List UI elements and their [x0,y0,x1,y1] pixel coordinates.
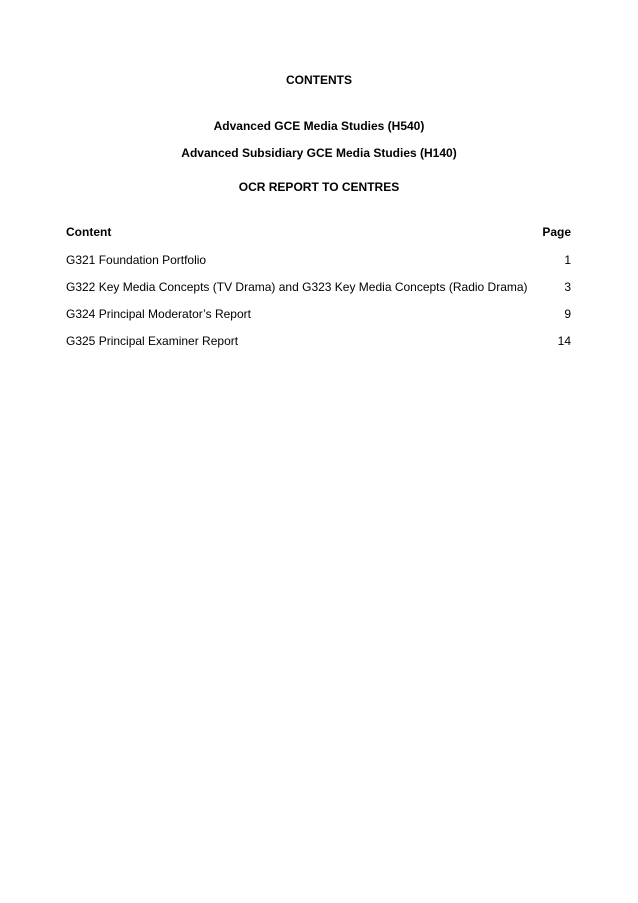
qualification-title-advanced-subsidiary: Advanced Subsidiary GCE Media Studies (H140) [181,146,457,160]
toc-row [66,280,571,294]
toc-row [66,253,571,267]
toc-header-row [66,225,571,239]
toc-header-page: Page [542,225,571,239]
contents-heading: CONTENTS [286,73,352,87]
report-heading: OCR REPORT TO CENTRES [238,180,400,194]
qualification-title-advanced: Advanced GCE Media Studies (H540) [213,119,425,133]
toc-header-content: Content [66,225,112,239]
toc-entry-title: G324 Principal Moderator’s Report [66,307,251,321]
toc-row [66,334,571,348]
toc-entry-page: 3 [564,280,571,294]
toc-entry-page: 1 [564,253,571,267]
toc-entry-title: G322 Key Media Concepts (TV Drama) and G323 Key Media Concepts (Radio Drama) [66,280,528,294]
toc-entry-title: G325 Principal Examiner Report [66,334,239,348]
toc-entry-title: G321 Foundation Portfolio [66,253,207,267]
toc-row [66,307,571,321]
toc-entry-page: 9 [564,307,571,321]
toc-entry-page: 14 [557,334,571,348]
table-of-contents [66,225,571,361]
